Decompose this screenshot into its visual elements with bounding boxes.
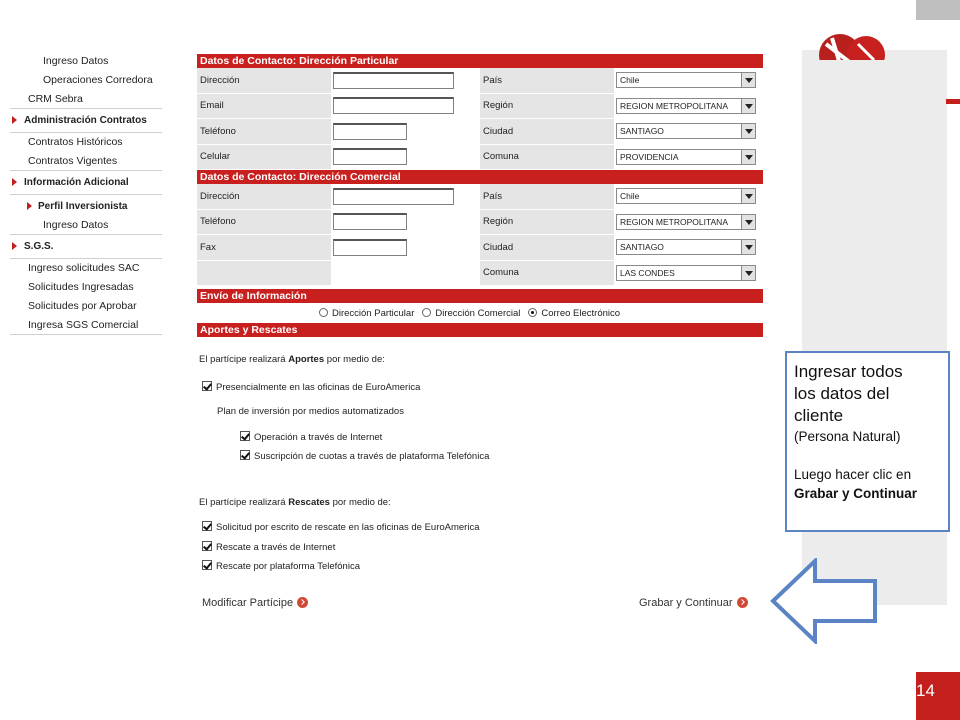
select-value: LAS CONDES (620, 267, 675, 278)
particular-grid (197, 68, 763, 170)
checkbox-checked-icon (202, 521, 212, 531)
dropdown-arrow-icon (741, 150, 755, 164)
nav-section-label: Información Adicional (24, 177, 129, 188)
nav-item-ingreso-datos[interactable]: Ingreso Datos (43, 55, 109, 67)
callout-line: Luego hacer clic en (794, 467, 912, 482)
comercial-grid (197, 184, 763, 286)
direccion-input[interactable] (333, 72, 454, 89)
section-title-comercial: Datos de Contacto: Dirección Comercial (197, 170, 763, 184)
intro-text: por medio de: (329, 497, 391, 508)
field-label: País (480, 184, 614, 209)
callout-line: Ingresar todos (794, 362, 903, 381)
pais-select[interactable] (616, 72, 756, 88)
field-label-empty (197, 261, 331, 286)
checkbox-checked-icon (202, 381, 212, 391)
section-title-envio: Envío de Información (197, 289, 763, 303)
dropdown-arrow-icon (741, 240, 755, 254)
dropdown-arrow-icon (741, 189, 755, 203)
modificar-participe-button[interactable] (202, 597, 308, 609)
field-label: Dirección (197, 184, 331, 209)
checkbox-checked-icon (240, 450, 250, 460)
callout-line: (Persona Natural) (794, 429, 901, 444)
region-comercial-select[interactable] (616, 214, 756, 230)
dropdown-arrow-icon (741, 124, 755, 138)
plan-label: Plan de inversión por medios automatizados (217, 406, 404, 417)
nav-item-solicitudes-ingresadas[interactable]: Solicitudes Ingresadas (28, 281, 134, 293)
rescates-intro (199, 497, 391, 508)
direccion-comercial-input[interactable] (333, 188, 454, 205)
field-label: País (480, 68, 614, 93)
select-value: REGION METROPOLITANA (620, 100, 728, 111)
expand-triangle-icon (27, 202, 32, 210)
field-label: Email (197, 94, 331, 119)
checkbox-checked-icon (240, 431, 250, 441)
radio-icon (319, 308, 328, 317)
expand-triangle-icon (12, 116, 17, 124)
radio-label: Dirección Particular (332, 307, 415, 319)
nav-item-crm-sebra[interactable]: CRM Sebra (10, 90, 162, 109)
select-value: SANTIAGO (620, 242, 664, 253)
radio-label: Correo Electrónico (541, 307, 621, 319)
ciudad-select[interactable] (616, 123, 756, 139)
intro-text: por medio de: (324, 354, 385, 365)
email-input[interactable] (333, 97, 454, 114)
pais-comercial-select[interactable] (616, 188, 756, 204)
field-label: Ciudad (480, 235, 614, 260)
accent-line (946, 99, 960, 104)
radio-direccion-comercial[interactable] (422, 308, 520, 319)
callout-line-bold: Grabar y Continuar (794, 486, 918, 501)
radio-direccion-particular[interactable] (319, 308, 414, 319)
field-label: Celular (197, 145, 331, 170)
expand-triangle-icon (12, 242, 17, 250)
grabar-continuar-button[interactable] (639, 597, 748, 609)
checkbox-checked-icon (202, 541, 212, 551)
brand-logo (818, 30, 888, 60)
pointer-arrow-icon (770, 558, 880, 649)
field-label: Región (480, 94, 614, 119)
aportes-intro (199, 354, 385, 365)
page-number-text: 14 (916, 681, 935, 700)
field-label: Región (480, 210, 614, 235)
checkbox-label: Suscripción de cuotas a través de plataforma Telefónica (254, 451, 490, 462)
button-label: Grabar y Continuar (639, 597, 733, 609)
radio-selected-icon (528, 308, 537, 317)
field-label: Comuna (480, 261, 614, 286)
dropdown-arrow-icon (741, 99, 755, 113)
envio-options (197, 303, 763, 323)
nav-item-operaciones-corredora[interactable]: Operaciones Corredora (43, 74, 153, 86)
select-value: SANTIAGO (620, 126, 664, 137)
telefono-comercial-input[interactable] (333, 213, 407, 230)
intro-bold: Rescates (288, 497, 330, 508)
checkbox-label: Presencialmente en las oficinas de EuroAmerica (216, 382, 421, 393)
field-label: Teléfono (197, 210, 331, 235)
telefono-input[interactable] (333, 123, 407, 140)
comuna-comercial-select[interactable] (616, 265, 756, 281)
nav-item-perfil-ingreso-datos[interactable]: Ingreso Datos (10, 216, 162, 235)
section-title-aportes: Aportes y Rescates (197, 323, 763, 337)
nav-section-label: Perfil Inversionista (38, 201, 128, 212)
arrow-circle-icon (297, 597, 308, 608)
page-number (916, 672, 960, 720)
fax-input[interactable] (333, 239, 407, 256)
top-corner-block (916, 0, 960, 20)
field-label: Dirección (197, 68, 331, 93)
section-title-particular: Datos de Contacto: Dirección Particular (197, 54, 763, 68)
nav-section-administracion-contratos[interactable] (10, 111, 162, 133)
intro-text: El partícipe realizará (199, 354, 289, 365)
arrow-circle-icon (737, 597, 748, 608)
checkbox-presencial[interactable] (202, 381, 420, 393)
expand-triangle-icon (12, 178, 17, 186)
instruction-callout (785, 351, 950, 532)
callout-line: cliente (794, 406, 844, 425)
button-label: Modificar Partícipe (202, 597, 294, 609)
intro-bold: Aportes (288, 354, 325, 365)
checkbox-label: Rescate por plataforma Telefónica (216, 561, 360, 572)
contact-form (197, 54, 763, 337)
field-label: Fax (197, 235, 331, 260)
nav-item-solicitudes-por-aprobar[interactable]: Solicitudes por Aprobar (28, 300, 137, 312)
celular-input[interactable] (333, 148, 407, 165)
checkbox-rescate-internet[interactable] (202, 541, 335, 553)
nav-item-ingresa-sgs-comercial[interactable]: Ingresa SGS Comercial (10, 316, 162, 335)
checkbox-label: Operación a través de Internet (254, 432, 383, 443)
nav-section-informacion-adicional[interactable] (10, 173, 162, 195)
comuna-select[interactable] (616, 149, 756, 165)
checkbox-label: Rescate a través de Internet (216, 542, 336, 553)
nav-subsection-perfil-inversionista[interactable] (10, 197, 162, 216)
select-value: PROVIDENCIA (620, 151, 679, 162)
checkbox-rescate-telefonica[interactable] (202, 560, 360, 572)
nav-item-ingreso-solicitudes-sac[interactable]: Ingreso solicitudes SAC (28, 262, 140, 274)
field-label: Comuna (480, 145, 614, 170)
radio-correo-electronico[interactable] (528, 308, 620, 319)
nav-item-contratos-vigentes[interactable]: Contratos Vigentes (10, 152, 162, 171)
sidebar-nav (10, 52, 162, 335)
checkbox-label: Solicitud por escrito de rescate en las oficinas de EuroAmerica (216, 522, 480, 533)
checkbox-rescate-escrito[interactable] (202, 521, 480, 533)
callout-line: los datos del (794, 384, 890, 403)
field-label: Teléfono (197, 119, 331, 144)
select-value: Chile (620, 191, 640, 202)
dropdown-arrow-icon (741, 266, 755, 280)
dropdown-arrow-icon (741, 73, 755, 87)
region-select[interactable] (616, 98, 756, 114)
nav-section-sgs[interactable] (10, 237, 162, 259)
checkbox-checked-icon (202, 560, 212, 570)
checkbox-telefonica[interactable] (240, 450, 489, 462)
nav-item-contratos-historicos[interactable]: Contratos Históricos (28, 136, 123, 148)
ciudad-comercial-select[interactable] (616, 239, 756, 255)
nav-section-label: Administración Contratos (24, 115, 147, 126)
intro-text: El partícipe realizará (199, 497, 289, 508)
dropdown-arrow-icon (741, 215, 755, 229)
field-label: Ciudad (480, 119, 614, 144)
nav-section-label: S.G.S. (24, 241, 54, 252)
select-value: REGION METROPOLITANA (620, 216, 728, 227)
radio-icon (422, 308, 431, 317)
select-value: Chile (620, 75, 640, 86)
checkbox-internet[interactable] (240, 431, 382, 443)
radio-label: Dirección Comercial (435, 307, 521, 319)
